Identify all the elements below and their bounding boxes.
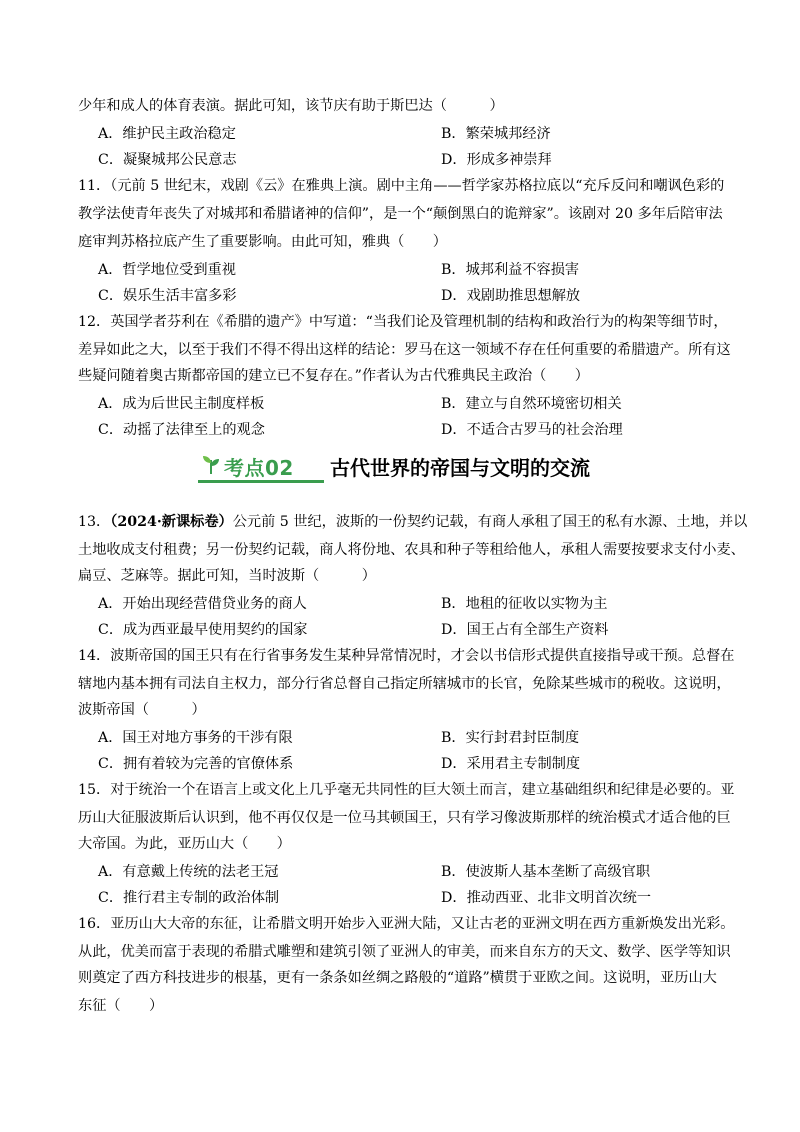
q15-option-c[interactable]: C．推行君主专制的政治体制 [98,890,280,906]
q12-option-c[interactable]: C．动摇了法律至上的观念 [98,422,265,438]
q12-option-d[interactable]: D．不适合古罗马的社会治理 [441,422,623,438]
q12-stem-line-1: 12．英国学者芬利在《希腊的遗产》中写道：“当我们论及管理机制的结构和政治行为的构架等细节时， [78,314,728,330]
q14-stem-line-2: 辖地内基本拥有司法自主权力，部分行省总督自己指定所辖城市的长官，免除某些城市的税收。这说明， [78,676,731,692]
q13-stem-line-2: 土地收成支付租费；另一份契约记载，商人将份地、农具和种子等租给他人，承租人需要按要求支付小麦、 [78,542,745,558]
q11-option-b[interactable]: B．城邦利益不容损害 [441,262,580,278]
section-badge [198,450,324,483]
q12-option-b[interactable]: B．建立与自然环境密切相关 [441,396,622,412]
section-label: 考点02 [224,456,294,480]
q11-option-a[interactable]: A．哲学地位受到重视 [98,262,236,278]
q11-option-d[interactable]: D．戏剧助推思想解放 [441,288,581,304]
q13-option-b[interactable]: B．地租的征收以实物为主 [441,596,608,612]
q13-option-a[interactable]: A．开始出现经营借贷业务的商人 [98,596,307,612]
q10-option-b[interactable]: B．繁荣城邦经济 [441,126,551,142]
q11-stem-line-3: 庭审判苏格拉底产生了重要影响。由此可知，雅典（ ） [78,234,447,250]
section-title: 古代世界的帝国与文明的交流 [330,456,590,480]
q14-stem-line-3: 波斯帝国（ ） [78,702,206,718]
q10-option-d[interactable]: D．形成多神崇拜 [441,152,552,168]
q11-option-c[interactable]: C．娱乐生活丰富多彩 [98,288,237,304]
q16-stem-line-3: 则奠定了西方科技进步的根基，更有一条条如丝绸之路般的“道路”横贯于亚欧之间。这说明，亚历山大 [78,970,717,986]
q15-stem-line-2: 历山大征服波斯后认识到，他不再仅仅是一位马其顿国王，只有学习像波斯那样的统治模式才适合他的巨 [78,810,731,826]
q13-source: （2024·新课标卷） [110,514,233,530]
q13-number: 13． [78,514,111,530]
q12-stem-line-3: 些疑问随着奥古斯都帝国的建立已不复存在。”作者认为古代雅典民主政治（ ） [78,368,589,384]
q15-option-a[interactable]: A．有意戴上传统的法老王冠 [98,864,279,880]
q11-stem-line-1: 11．（元前 5 世纪末，戏剧《云》在雅典上演。剧中主角——哲学家苏格拉底以“充斥反问和嘲讽色彩的 [78,178,725,194]
q14-option-c[interactable]: C．拥有着较为完善的官僚体系 [98,756,294,772]
q16-stem-line-2: 从此，优美而富于表现的希腊式雕塑和建筑引领了亚洲人的审美，而来自东方的天文、数学、医学等知识 [78,944,731,960]
section-heading [198,446,628,486]
q12-option-a[interactable]: A．成为后世民主制度样板 [98,396,265,412]
q10-option-a[interactable]: A．维护民主政治稳定 [98,126,236,142]
q11-stem-line-2: 教学法使青年丧失了对城邦和希腊诸神的信仰”，是一个“颠倒黑白的诡辩家”。该剧对 20 多年后陪审法 [78,206,723,222]
leaf-icon [200,454,222,476]
q13-stem-start: 公元前 5 世纪，波斯的一份契约记载，有商人承租了国王的私有水源、土地，并以 [232,514,748,530]
q14-option-d[interactable]: D．采用君主专制制度 [441,756,581,772]
q14-stem-line-1: 14．波斯帝国的国王只有在行省事务发生某种异常情况时，才会以书信形式提供直接指导或干预。总督在 [78,648,735,664]
q16-stem-line-4: 东征（ ） [78,998,164,1014]
q12-stem-line-2: 差异如此之大，以至于我们不得不得出这样的结论：罗马在这一领域不存在任何重要的希腊遗产。所有这 [78,342,731,358]
q13-stem-line-1 [78,512,748,532]
q13-option-d[interactable]: D．国王占有全部生产资料 [441,622,609,638]
q15-stem-line-1: 15．对于统治一个在语言上或文化上几乎毫无共同性的巨大领土而言，建立基础组织和纪律是必要的。亚 [78,782,735,798]
q13-stem-line-3: 扁豆、芝麻等。据此可知，当时波斯（ ） [78,568,376,584]
q15-option-d[interactable]: D．推动西亚、北非文明首次统一 [441,890,652,906]
q15-option-b[interactable]: B．使波斯人基本垄断了高级官职 [441,864,651,880]
q14-option-a[interactable]: A．国王对地方事务的干涉有限 [98,730,293,746]
q13-option-c[interactable]: C．成为西亚最早使用契约的国家 [98,622,308,638]
q15-stem-line-3: 大帝国。为此，亚历山大（ ） [78,836,291,852]
q16-stem-line-1: 16．亚历山大大帝的东征，让希腊文明开始步入亚洲大陆，又让古老的亚洲文明在西方重新焕发出光彩。 [78,916,735,932]
q10-stem-line: 少年和成人的体育表演。据此可知，该节庆有助于斯巴达（ ） [78,98,504,114]
q10-option-c[interactable]: C．凝聚城邦公民意志 [98,152,237,168]
q14-option-b[interactable]: B．实行封君封臣制度 [441,730,580,746]
